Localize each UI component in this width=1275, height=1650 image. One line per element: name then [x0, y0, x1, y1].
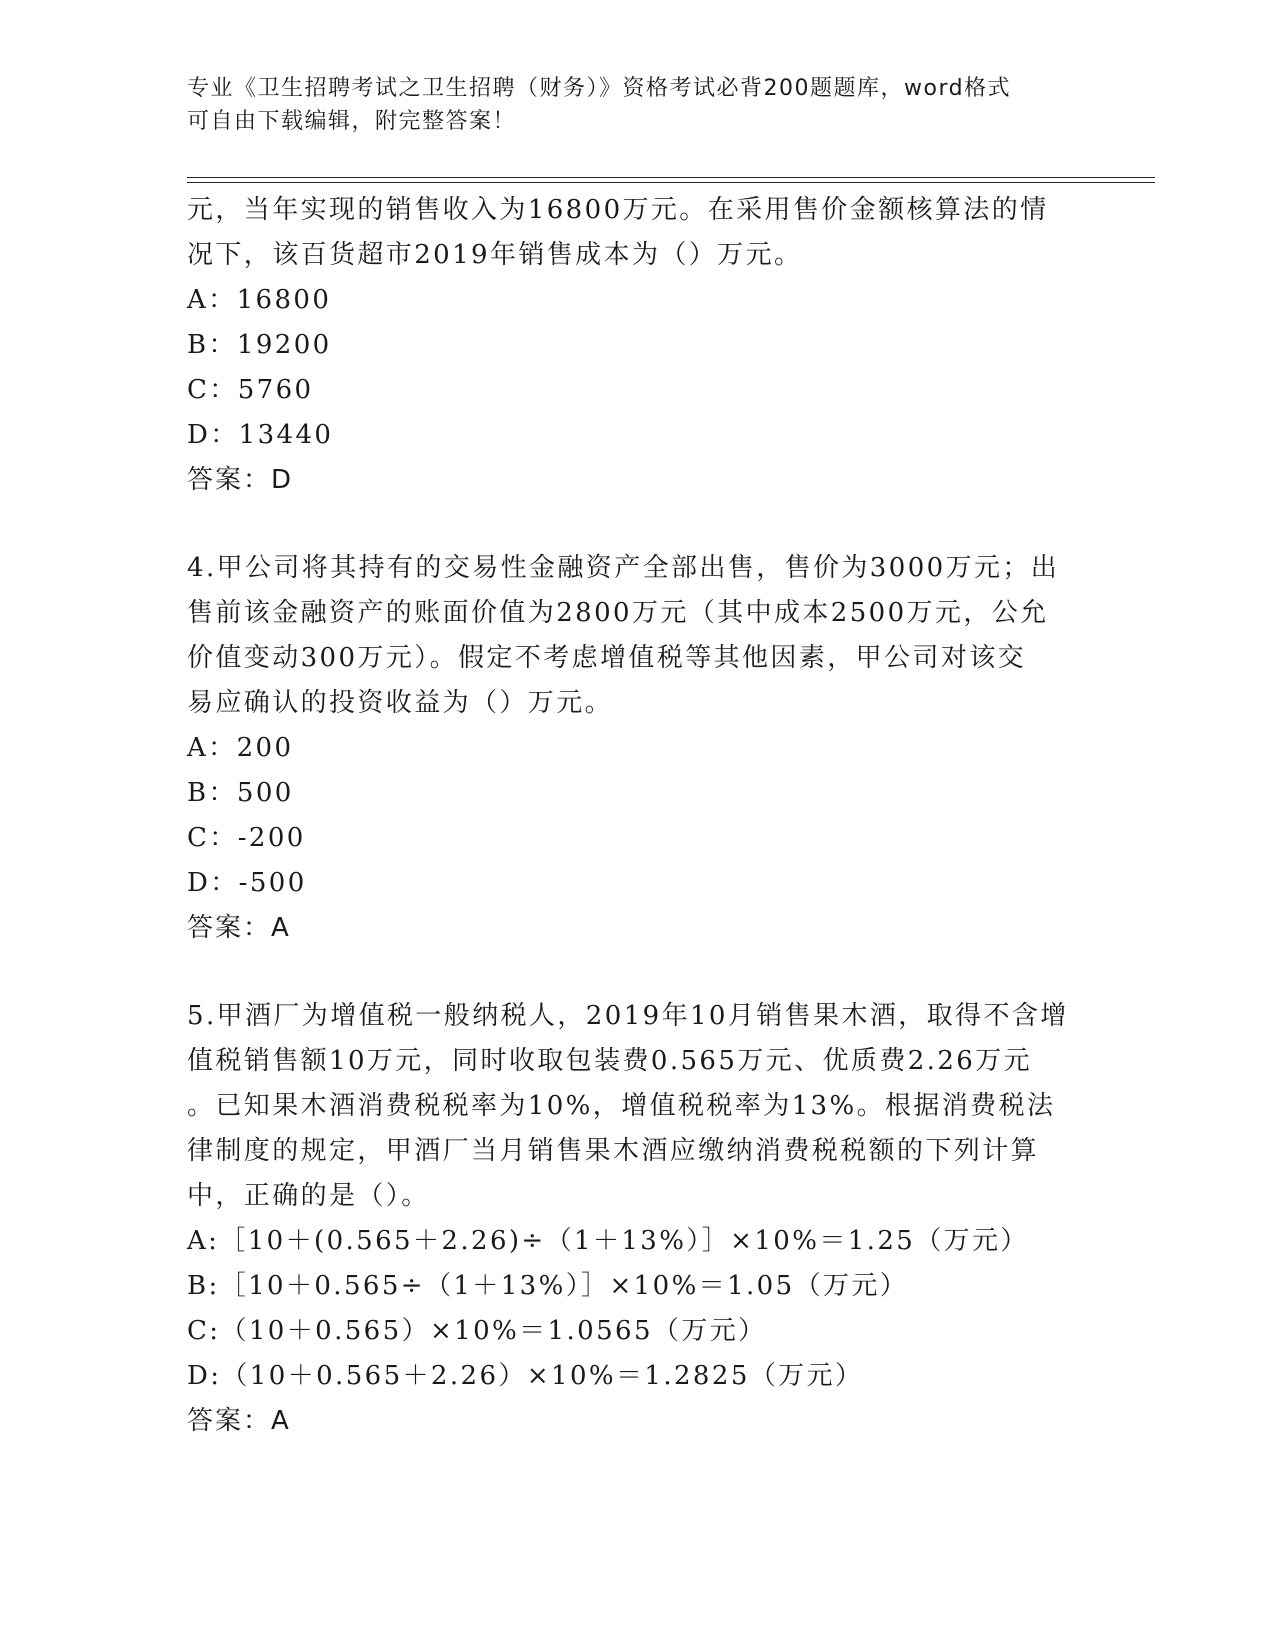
option-c: C：5760 — [187, 375, 314, 405]
question-text-line: 律制度的规定，甲酒厂当月销售果木酒应缴纳消费税税额的下列计算 — [187, 1136, 1040, 1166]
header-divider-bottom — [187, 182, 1155, 183]
question-text-line: 。已知果木酒消费税税率为10%，增值税税率为13%。根据消费税法 — [187, 1091, 1056, 1121]
question-4 — [187, 546, 1087, 950]
question-text-line: 5.甲酒厂为增值税一般纳税人，2019年10月销售果木酒，取得不含增 — [187, 1001, 1069, 1031]
option-d: D：-500 — [187, 868, 307, 898]
option-a: A:［10＋(0.565＋2.26)÷（1＋13%）］×10%＝1.25（万元） — [187, 1226, 1029, 1256]
answer: 答案：A — [187, 913, 291, 943]
question-text-line: 售前该金融资产的账面价值为2800万元（其中成本2500万元，公允 — [187, 598, 1049, 628]
question-text-line: 中，正确的是（）。 — [187, 1181, 430, 1211]
header-line-2: 可自由下载编辑，附完整答案！ — [187, 109, 517, 134]
option-b: B:［10＋0.565÷（1＋13%）］×10%＝1.05（万元） — [187, 1271, 909, 1301]
answer: 答案：A — [187, 1406, 291, 1436]
question-text-line: 4.甲公司将其持有的交易性金融资产全部出售，售价为3000万元；出 — [187, 553, 1060, 583]
option-b: B：500 — [187, 778, 294, 808]
question-5 — [187, 994, 1087, 1443]
option-c: C：-200 — [187, 823, 306, 853]
option-a: A：16800 — [187, 285, 332, 315]
header-divider-top — [187, 177, 1155, 178]
answer: 答案：D — [187, 465, 294, 495]
option-c: C:（10＋0.565）×10%＝1.0565（万元） — [187, 1316, 767, 1346]
option-b: B：19200 — [187, 330, 332, 360]
option-a: A：200 — [187, 733, 294, 763]
question-text-line: 价值变动300万元）。假定不考虑增值税等其他因素，甲公司对该交 — [187, 643, 1027, 673]
question-3 — [187, 188, 1087, 502]
document-header — [187, 72, 1087, 138]
question-text-line: 易应确认的投资收益为（）万元。 — [187, 688, 614, 718]
option-d: D：13440 — [187, 420, 334, 450]
header-line-1: 专业《卫生招聘考试之卫生招聘（财务）》资格考试必背200题题库，word格式 — [187, 76, 1012, 101]
question-text-line: 况下，该百货超市2019年销售成本为（）万元。 — [187, 240, 803, 270]
document-body — [187, 188, 1087, 1443]
question-text-line: 元，当年实现的销售收入为16800万元。在采用售价金额核算法的情 — [187, 195, 1049, 225]
option-d: D:（10＋0.565＋2.26）×10%＝1.2825（万元） — [187, 1361, 864, 1391]
question-text-line: 值税销售额10万元，同时收取包装费0.565万元、优质费2.26万元 — [187, 1046, 1033, 1076]
